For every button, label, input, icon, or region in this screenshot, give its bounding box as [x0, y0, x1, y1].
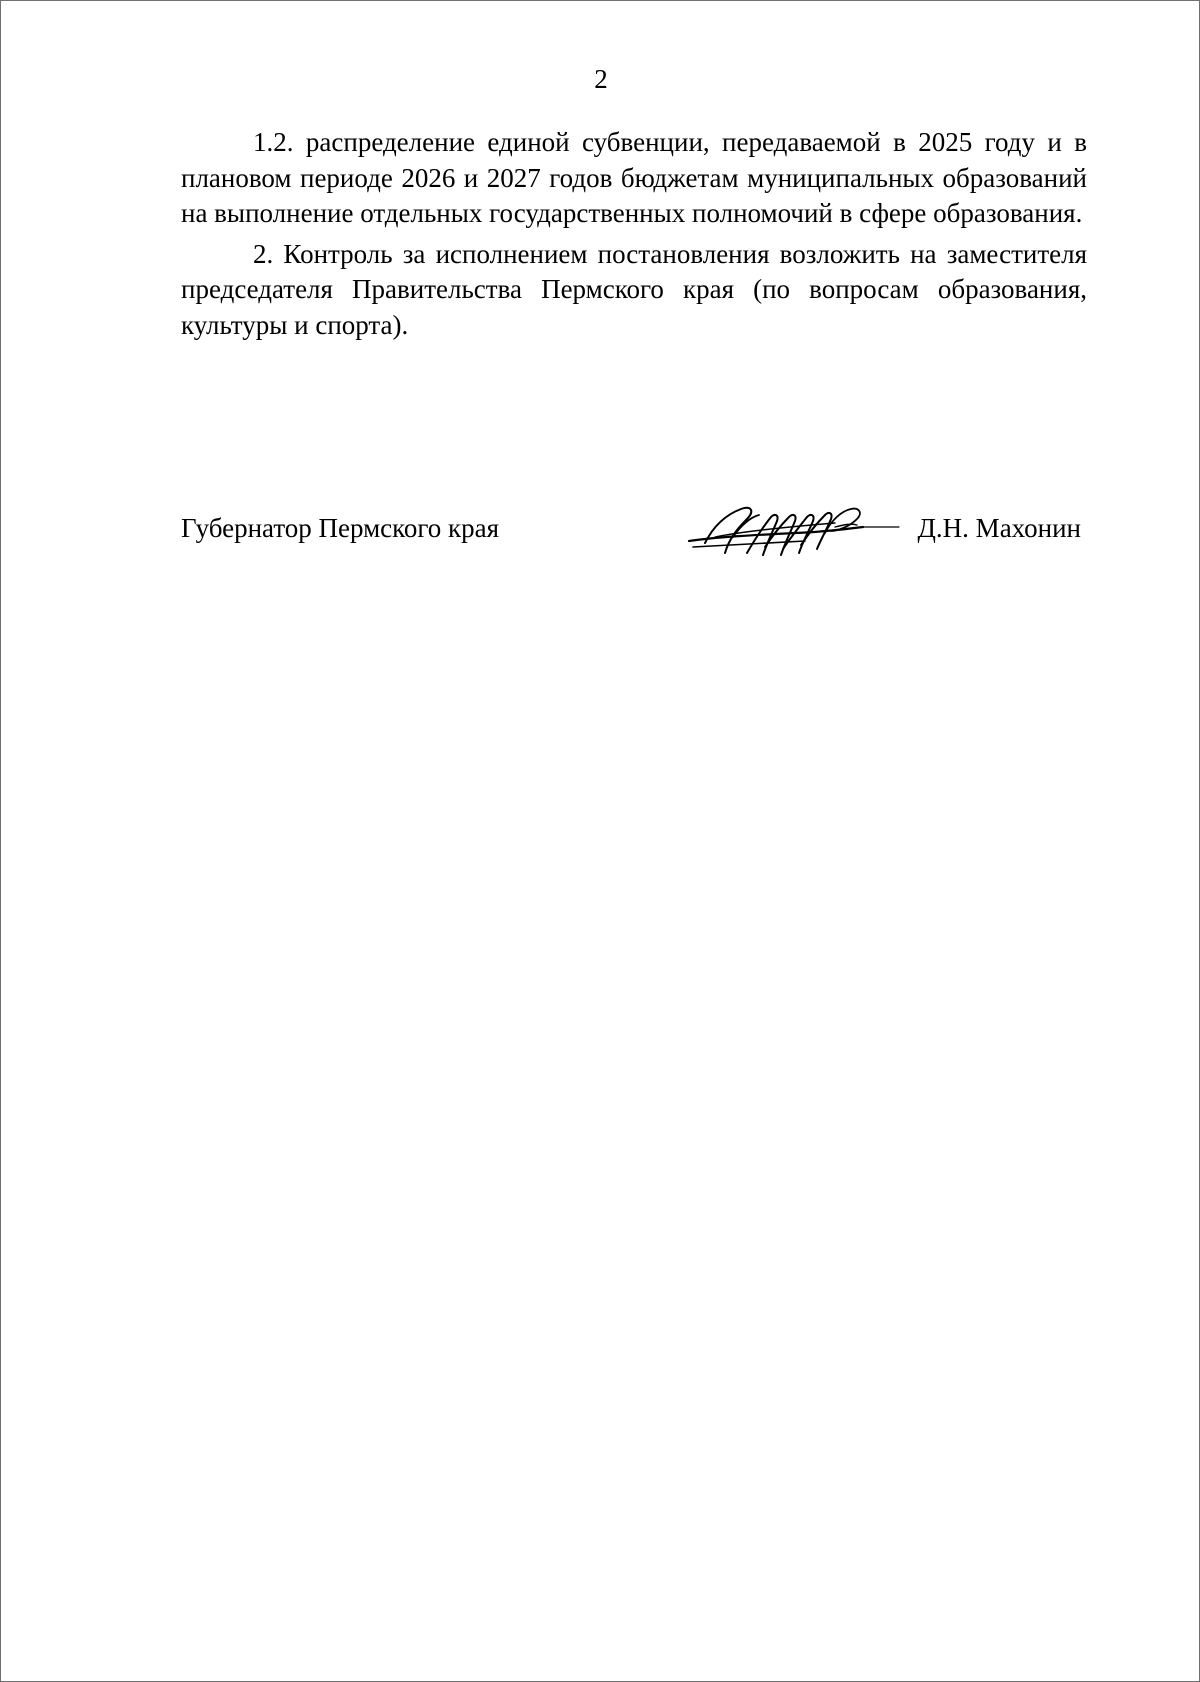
signer-position: Губернатор Пермского края	[181, 513, 500, 543]
paragraph-1-2: 1.2. распределение единой субвенции, передаваемой в 2025 году и в плановом периоде 2026 и 2027 годов бюджетам муниципальных образований на выполнение отдельных государственных полномочий в сфере образования.	[181, 127, 1087, 228]
signature-block	[181, 511, 1081, 551]
document-body	[181, 125, 1087, 343]
page-number: 2	[594, 64, 608, 94]
handwritten-signature	[685, 497, 905, 561]
paragraph-2: 2. Контроль за исполнением постановления возложить на заместителя председателя Правительства Пермского края (по вопросам образования, культуры и спорта).	[181, 238, 1087, 340]
signer-name: Д.Н. Махонин	[917, 513, 1081, 543]
